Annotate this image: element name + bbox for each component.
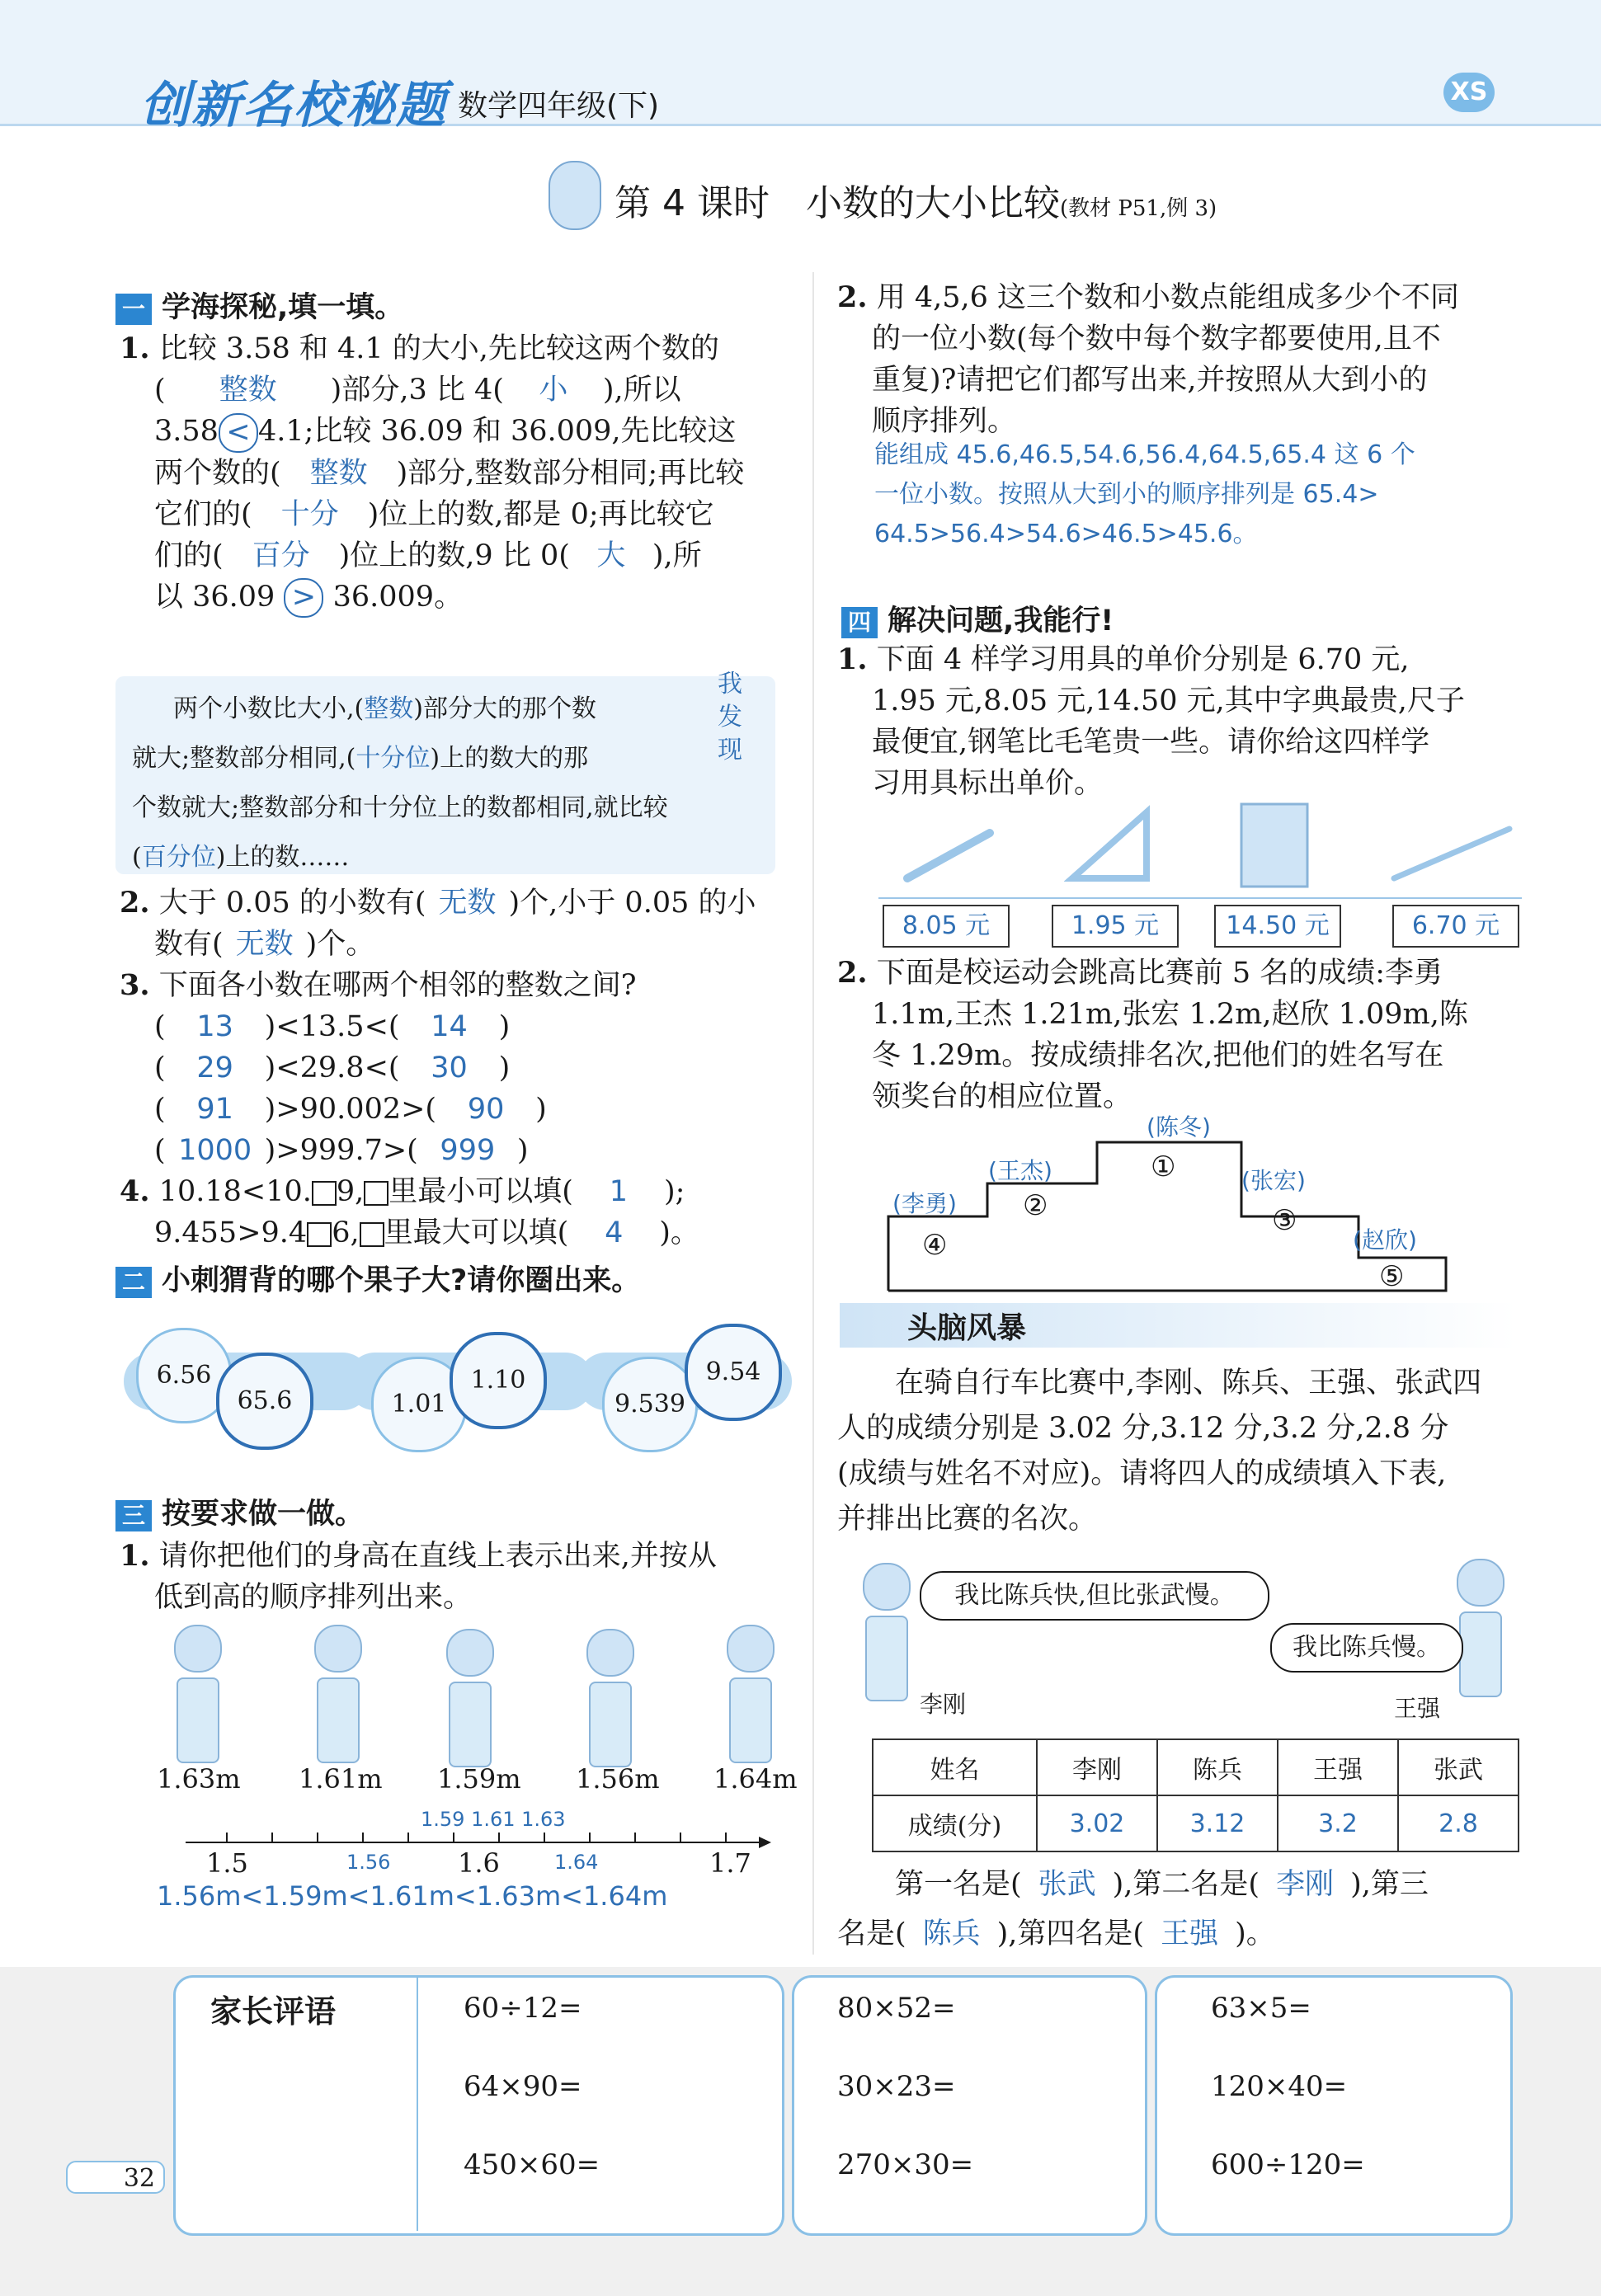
lesson-title-text: 第 4 课时 小数的大小比较 — [615, 182, 1060, 224]
brain-answer — [837, 1860, 1522, 1959]
kid-figure — [169, 1625, 227, 1765]
text: 4.1;比较 36.09 和 36.009,先比较这 — [257, 415, 737, 448]
calc-item: 64×90= — [464, 2070, 582, 2103]
answer: 十分 — [280, 497, 339, 531]
podium-name: (李勇) — [892, 1190, 957, 1217]
section-4-title: 解决问题,我能行! — [888, 605, 1114, 638]
calc-item: 63×5= — [1211, 1992, 1311, 2025]
mark-label: 1.56 — [346, 1851, 391, 1874]
table-header: 张武 — [1398, 1739, 1519, 1795]
text: 下面 4 样学习用具的单价分别是 6.70 元, — [876, 643, 1410, 676]
height-label: 1.56m — [576, 1763, 660, 1795]
text: 低到高的顺序排列出来。 — [154, 1581, 473, 1614]
table-header: 陈兵 — [1157, 1739, 1278, 1795]
calc-item: 30×23= — [837, 2070, 956, 2103]
section-4-header — [841, 598, 1114, 639]
height-label: 1.64m — [713, 1763, 798, 1795]
answer: 陈兵 — [922, 1917, 981, 1950]
text: 第一名是( — [895, 1868, 1022, 1901]
answer: 14 — [431, 1010, 468, 1043]
ruler-icon — [1064, 804, 1155, 887]
text: 顺序排列。 — [872, 405, 1017, 438]
s4-q1 — [837, 639, 1522, 804]
brainstorm-title: 头脑风暴 — [907, 1311, 1027, 1345]
q-number: 3. — [120, 968, 150, 1002]
kid-figure — [582, 1629, 639, 1769]
text: 两个数的( — [154, 456, 281, 490]
price-box: 8.05 元 — [883, 905, 1010, 948]
column-divider — [812, 272, 814, 1955]
text: 36.009。 — [332, 580, 464, 614]
text: 们的( — [154, 539, 224, 572]
section-2-number: 二 — [115, 1267, 152, 1298]
calc-card-3 — [1155, 1975, 1513, 2236]
sorted-answer: 1.56m<1.59m<1.61m<1.63m<1.64m — [157, 1880, 668, 1912]
text: )<29.8<( — [264, 1052, 400, 1084]
text: ),第四名是( — [996, 1917, 1145, 1950]
text: )部分,整数部分相同;再比较 — [396, 456, 745, 490]
blank-box — [307, 1222, 332, 1247]
s3-q1 — [120, 1536, 804, 1618]
text: 并排出比赛的名次。 — [837, 1503, 1098, 1536]
text: )上的数…… — [215, 843, 350, 872]
text: (成绩与姓名不对应)。请将四人的成绩填入下表, — [837, 1457, 1447, 1490]
section-3-header — [115, 1491, 364, 1532]
r2-answer — [874, 435, 1534, 554]
subject-label: 数学四年级(下) — [458, 89, 660, 123]
section-1-number: 一 — [115, 294, 152, 325]
apple-circled[interactable]: 9.54 — [685, 1324, 782, 1421]
text: )位上的数,9 比 0( — [338, 539, 570, 572]
name: 张宏 — [1250, 1167, 1297, 1194]
q-number: 2. — [837, 956, 868, 990]
answer: 王强 — [1161, 1917, 1219, 1950]
text: 10.18<10. — [158, 1175, 312, 1208]
speech-bubble-2: 我比陈兵慢。 — [1270, 1623, 1463, 1673]
answer-line: 一位小数。按照从大到小的顺序排列是 65.4> — [874, 480, 1379, 509]
text: 名是( — [837, 1917, 906, 1950]
text: ),所 — [652, 539, 702, 572]
text: 个数就大;整数部分和十分位上的数都相同,就比较 — [132, 793, 668, 822]
answer-line: 64.5>56.4>54.6>46.5>45.6。 — [874, 520, 1258, 548]
q-number: 4. — [120, 1174, 150, 1208]
text: )<13.5<( — [264, 1010, 400, 1043]
blank-box — [360, 1222, 384, 1247]
text: 里最大可以填( — [384, 1216, 569, 1249]
price-box: 1.95 元 — [1052, 905, 1179, 948]
rank-5: ⑤ — [1379, 1260, 1405, 1293]
height-label: 1.61m — [299, 1763, 383, 1795]
text: ),所以 — [602, 374, 681, 407]
text: 领奖台的相应位置。 — [872, 1080, 1132, 1113]
calc-item: 600÷120= — [1211, 2148, 1365, 2181]
text: 用 4,5,6 这三个数和小数点能组成多少个不同 — [876, 281, 1459, 314]
apple[interactable]: 6.56 — [136, 1328, 232, 1423]
section-3-title: 按要求做一做。 — [162, 1498, 365, 1531]
section-4-number: 四 — [841, 607, 878, 638]
card-divider — [417, 1975, 418, 2231]
text: 习用具标出单价。 — [872, 767, 1104, 800]
dictionary-icon — [1229, 796, 1320, 895]
text: )部分大的那个数 — [413, 694, 596, 723]
answer: 百分位 — [141, 843, 216, 872]
rank-3: ③ — [1272, 1204, 1297, 1237]
text: )>999.7>( — [264, 1134, 418, 1167]
text: 以 36.09 — [154, 580, 275, 614]
answer-circle: > — [284, 578, 323, 618]
lesson-ref: (教材 P51,例 3) — [1059, 196, 1217, 221]
answer: 4 — [605, 1216, 624, 1249]
podium-name: (王杰) — [988, 1157, 1052, 1184]
price-box: 14.50 元 — [1214, 905, 1341, 948]
name: 李勇 — [901, 1190, 948, 1217]
s1-q4 — [120, 1171, 804, 1254]
s1-q3: 3. 下面各小数在哪两个相邻的整数之间? ( 13 )<13.5<( 14 ) ( 29 )<29.8<( 30 ) ( 91 )>90.002>( 90 ) ( 1000 )>999.7>( 999 ) — [120, 965, 804, 1171]
table-header: 李刚 — [1037, 1739, 1157, 1795]
answer: 大 — [596, 539, 626, 572]
text: )位上的数,都是 0;再比较它 — [367, 497, 714, 531]
tip-side-label: 我发现 — [718, 670, 742, 765]
page-number: 32 — [66, 2161, 165, 2194]
text: 数有( — [154, 928, 224, 961]
text: 1.1m,王杰 1.21m,张宏 1.2m,赵欣 1.09m,陈 — [872, 998, 1468, 1031]
section-1-header — [115, 285, 403, 326]
price-box: 6.70 元 — [1392, 905, 1519, 948]
text: 冬 1.29m。按成绩排名次,把他们的姓名写在 — [872, 1039, 1444, 1072]
q-number: 1. — [120, 332, 150, 365]
text: )个,小于 0.05 的小 — [508, 887, 756, 920]
rank-2: ② — [1023, 1189, 1048, 1222]
s1-q1: 1. 比较 3.58 和 4.1 的大小,先比较这两个数的 ( 整数 )部分,3 比 4( 小 ),所以 3.58 < 4.1;比较 36.09 和 36.009,先比较这 两个数的( 整数 )部分,整数部分相同;再比较 它们的( 十分 )位上的数,都是 0;再比较它 们的( 百分 )位上的数,9 比 0( 大 ),所 以 36.09 > 36.009。 — [120, 328, 804, 618]
blank-box — [312, 1181, 337, 1206]
text: 请你把他们的身高在直线上表示出来,并按从 — [158, 1540, 717, 1573]
text: 下面是校运动会跳高比赛前 5 名的成绩:李勇 — [876, 957, 1443, 990]
answer: 百分 — [252, 539, 310, 572]
tick-label: 1.6 — [458, 1847, 500, 1879]
answer: 1000 — [178, 1134, 252, 1167]
text: 在骑自行车比赛中,李刚、陈兵、王强、张武四 — [895, 1367, 1482, 1400]
apple[interactable]: 1.01 — [371, 1357, 467, 1452]
text: 它们的( — [154, 497, 252, 531]
podium-name: (张宏) — [1241, 1167, 1306, 1194]
podium-name: (赵欣) — [1353, 1226, 1417, 1254]
answer: 30 — [431, 1052, 468, 1084]
text: 部分,3 比 4( — [341, 374, 504, 407]
rank-1: ① — [1151, 1150, 1176, 1183]
brain-text — [837, 1361, 1522, 1542]
table-row-label: 成绩(分) — [873, 1795, 1037, 1851]
brand-logo: 创新名校秘题 — [140, 77, 447, 134]
text: 3.58 — [154, 415, 219, 448]
text: )。 — [659, 1216, 699, 1249]
text: )。 — [1235, 1917, 1275, 1950]
answer: 李刚 — [1276, 1868, 1335, 1901]
text: 就大;整数部分相同,( — [132, 744, 356, 773]
answer-circle: < — [219, 413, 258, 453]
q-number: 2. — [837, 280, 868, 314]
calc-item: 450×60= — [464, 2148, 600, 2181]
kid-wangqiang-figure — [1452, 1559, 1509, 1699]
tip-text: 两个小数比大小,(整数)部分大的那个数 就大;整数部分相同,(十分位)上的数大的那 个数就大;整数部分和十分位上的数都相同,就比较 (百分位)上的数…… — [132, 685, 709, 882]
answer: 91 — [196, 1093, 233, 1126]
calc-item: 270×30= — [837, 2148, 974, 2181]
q-number: 2. — [120, 886, 150, 920]
pen-icon — [899, 821, 998, 887]
text: 下面各小数在哪两个相邻的整数之间? — [158, 969, 637, 1002]
text: 最便宜,钢笔比毛笔贵一些。请你给这四样学 — [872, 726, 1430, 759]
shelf-line — [878, 897, 1522, 899]
text: ),第三 — [1350, 1868, 1429, 1901]
table-cell: 2.8 — [1398, 1795, 1519, 1851]
section-1-title: 学海探秘,填一填。 — [162, 291, 404, 324]
answer: 无数 — [235, 928, 294, 961]
kid-figure — [722, 1625, 779, 1765]
calc-item: 120×40= — [1211, 2070, 1348, 2103]
answer: 999 — [440, 1134, 496, 1167]
answer: 90 — [467, 1093, 505, 1126]
kid-ligang-figure — [858, 1563, 916, 1703]
apple-circled[interactable]: 1.10 — [450, 1332, 547, 1429]
text: 比较 3.58 和 4.1 的大小,先比较这两个数的 — [158, 332, 719, 365]
s4-q2 — [837, 953, 1522, 1117]
text: )个。 — [305, 928, 375, 961]
text: 重复)?请把它们都写出来,并按照从大到小的 — [872, 364, 1428, 397]
r2-question — [837, 277, 1522, 442]
mark-label: 1.64 — [554, 1851, 599, 1874]
mascot-icon — [549, 161, 601, 230]
text: 9, — [336, 1175, 365, 1208]
table-header: 姓名 — [873, 1739, 1037, 1795]
name: 王杰 — [996, 1157, 1043, 1184]
text: )>90.002>( — [264, 1093, 437, 1126]
calc-item: 80×52= — [837, 1992, 956, 2025]
kid-figure — [441, 1629, 499, 1769]
text: ); — [663, 1175, 685, 1208]
table-cell: 3.12 — [1157, 1795, 1278, 1851]
height-label: 1.59m — [437, 1763, 521, 1795]
kid-figure — [309, 1625, 367, 1765]
name: 赵欣 — [1361, 1226, 1408, 1254]
table-cell: 3.2 — [1278, 1795, 1398, 1851]
text: 6, — [332, 1216, 360, 1249]
apple[interactable]: 9.539 — [602, 1357, 698, 1452]
score-table — [872, 1738, 1519, 1852]
text: 9.455>9.4 — [154, 1216, 308, 1249]
text: ),第二名是( — [1112, 1868, 1260, 1901]
name: 陈冬 — [1155, 1113, 1202, 1141]
parent-comment-label: 家长评语 — [210, 1993, 337, 2030]
s1-q2 — [120, 882, 804, 965]
lesson-title — [615, 173, 1217, 226]
q-number: 1. — [837, 642, 868, 676]
table-header: 王强 — [1278, 1739, 1398, 1795]
answer: 小 — [539, 374, 568, 407]
text: 大于 0.05 的小数有( — [158, 887, 426, 920]
apple-circled[interactable]: 65.6 — [216, 1353, 313, 1450]
answer: 十分位 — [356, 744, 431, 773]
answer: 无数 — [438, 887, 497, 920]
section-2-title: 小刺猬背的哪个果子大?请你圈出来。 — [162, 1264, 641, 1297]
speech-bubble-1: 我比陈兵快,但比张武慢。 — [920, 1571, 1269, 1621]
text: 的一位小数(每个数中每个数字都要使用,且不 — [872, 322, 1441, 355]
section-3-number: 三 — [115, 1500, 152, 1531]
text: 里最小可以填( — [388, 1175, 573, 1208]
kid-name: 王强 — [1394, 1695, 1441, 1722]
answer: 整数 — [364, 694, 414, 723]
calc-item: 60÷12= — [464, 1992, 582, 2025]
above-line-labels: 1.59 1.61 1.63 — [421, 1808, 566, 1831]
kid-name: 李刚 — [920, 1691, 967, 1718]
section-2-header — [115, 1258, 640, 1299]
answer: 整数 — [309, 456, 368, 490]
answer-line: 能组成 45.6,46.5,54.6,56.4,64.5,65.4 这 6 个 — [874, 440, 1415, 469]
blank-box — [364, 1181, 388, 1206]
podium-name: (陈冬) — [1147, 1113, 1211, 1141]
answer: 1 — [609, 1175, 629, 1208]
text: 两个小数比大小,( — [173, 694, 365, 723]
tick-label: 1.5 — [206, 1847, 248, 1879]
text: )上的数大的那 — [430, 744, 589, 773]
text: 人的成绩分别是 3.02 分,3.12 分,3.2 分,2.8 分 — [837, 1412, 1449, 1445]
answer: 13 — [196, 1010, 233, 1043]
brush-icon — [1386, 821, 1518, 887]
height-label: 1.63m — [157, 1763, 241, 1795]
edition-badge: XS — [1443, 73, 1495, 112]
q-number: 1. — [120, 1539, 150, 1573]
text: 1.95 元,8.05 元,14.50 元,其中字典最贵,尺子 — [872, 685, 1465, 718]
answer: 整数 — [219, 374, 277, 407]
table-cell: 3.02 — [1037, 1795, 1157, 1851]
answer: 张武 — [1038, 1868, 1096, 1901]
answer: 29 — [196, 1052, 233, 1084]
tick-label: 1.7 — [709, 1847, 751, 1879]
rank-4: ④ — [922, 1229, 948, 1262]
